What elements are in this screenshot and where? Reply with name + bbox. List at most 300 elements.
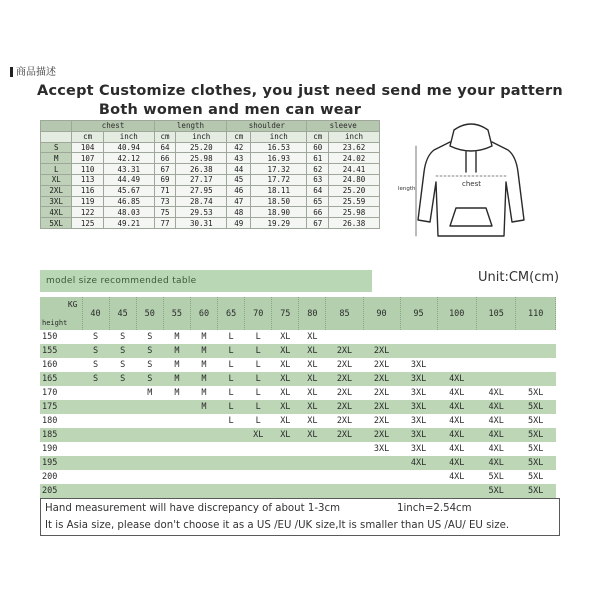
size-cell: L (218, 386, 245, 400)
size-cell (136, 470, 163, 484)
measurement-cell: 23.62 (329, 142, 380, 153)
size-cell: 3XL (400, 358, 437, 372)
grid-header-row (40, 297, 556, 330)
size-label-cell: 4XL (41, 207, 72, 218)
size-cell: 4XL (437, 400, 476, 414)
size-cell: S (82, 358, 109, 372)
size-cell: L (218, 372, 245, 386)
measurement-cell: 25.20 (329, 185, 380, 196)
measurement-cell: 17.32 (251, 164, 307, 175)
size-cell: S (82, 344, 109, 358)
size-cell: 5XL (516, 386, 556, 400)
size-chart-group-header (41, 121, 380, 132)
measurement-cell: 25.98 (329, 207, 380, 218)
group-chest: chest (72, 121, 154, 132)
size-chart-unit-row (41, 131, 380, 142)
size-cell (476, 372, 515, 386)
measurement-cell: 77 (154, 218, 176, 229)
height-weight-grid (40, 297, 556, 498)
measurement-cell: 73 (154, 196, 176, 207)
size-cell: M (190, 400, 217, 414)
size-cell: S (82, 372, 109, 386)
size-cell: M (163, 330, 190, 344)
measurement-cell: 62 (307, 164, 329, 175)
measurement-cell: 61 (307, 153, 329, 164)
size-cell: 2XL (326, 428, 363, 442)
size-cell: L (218, 330, 245, 344)
height-cell: 195 (40, 456, 82, 470)
measurement-cell: 16.53 (251, 142, 307, 153)
measurement-cell: 75 (154, 207, 176, 218)
size-cell: 2XL (363, 358, 400, 372)
size-cell (82, 456, 109, 470)
size-cell: 3XL (400, 400, 437, 414)
size-cell (476, 358, 515, 372)
size-cell (163, 470, 190, 484)
size-cell: 4XL (437, 372, 476, 386)
size-cell: M (136, 386, 163, 400)
size-cell: XL (272, 372, 299, 386)
unit-label: Unit:CM(cm) (478, 270, 560, 285)
size-cell: 4XL (437, 414, 476, 428)
size-cell: M (190, 330, 217, 344)
size-cell: 2XL (363, 400, 400, 414)
measurement-cell: 42 (227, 142, 251, 153)
height-cell: 190 (40, 442, 82, 456)
size-cell (272, 470, 299, 484)
measurement-cell: 26.38 (329, 218, 380, 229)
group-length: length (154, 121, 227, 132)
unit-header-cell: inch (251, 131, 307, 142)
size-cell (299, 470, 326, 484)
size-cell: M (190, 386, 217, 400)
size-cell (245, 442, 272, 456)
size-chart-table (40, 120, 380, 229)
height-cell: 150 (40, 330, 82, 344)
size-cell: L (245, 330, 272, 344)
size-cell: XL (272, 344, 299, 358)
size-label-cell: 5XL (41, 218, 72, 229)
weight-header-cell: 60 (190, 297, 217, 330)
size-cell (363, 456, 400, 470)
measurement-cell: 30.31 (176, 218, 227, 229)
size-cell: L (245, 358, 272, 372)
unit-header-cell: cm (154, 131, 176, 142)
size-cell (400, 330, 437, 344)
weight-header-cell: 110 (516, 297, 556, 330)
size-cell: S (136, 330, 163, 344)
size-cell: 4XL (437, 428, 476, 442)
measurement-cell: 27.17 (176, 174, 227, 185)
size-cell: 3XL (400, 442, 437, 456)
measurement-cell: 24.41 (329, 164, 380, 175)
size-cell: 4XL (476, 456, 515, 470)
size-chart-row (41, 185, 380, 196)
size-cell (82, 428, 109, 442)
size-cell (109, 414, 136, 428)
size-cell (363, 470, 400, 484)
size-label-cell: M (41, 153, 72, 164)
size-cell (163, 484, 190, 498)
measurement-cell: 64 (307, 185, 329, 196)
size-chart-row (41, 164, 380, 175)
measurement-cell: 24.80 (329, 174, 380, 185)
measurement-cell: 49 (227, 218, 251, 229)
size-cell (400, 484, 437, 498)
size-cell (163, 428, 190, 442)
height-cell: 185 (40, 428, 82, 442)
size-cell: M (163, 386, 190, 400)
size-cell: XL (272, 428, 299, 442)
size-cell: 2XL (326, 414, 363, 428)
size-cell: M (190, 344, 217, 358)
unit-row-blank (41, 131, 72, 142)
measurement-cell: 110 (72, 164, 103, 175)
size-cell (218, 428, 245, 442)
size-cell: XL (299, 386, 326, 400)
size-cell (326, 456, 363, 470)
size-cell (136, 484, 163, 498)
size-cell: 4XL (437, 386, 476, 400)
size-cell (109, 428, 136, 442)
measurement-cell: 63 (307, 174, 329, 185)
size-cell (272, 484, 299, 498)
size-cell: S (109, 372, 136, 386)
size-cell (299, 484, 326, 498)
size-cell: M (190, 358, 217, 372)
size-cell (400, 344, 437, 358)
measurement-cell: 25.59 (329, 196, 380, 207)
size-cell: 2XL (326, 372, 363, 386)
size-cell (299, 456, 326, 470)
size-cell: L (218, 400, 245, 414)
size-cell (245, 484, 272, 498)
size-cell: XL (299, 344, 326, 358)
size-cell (190, 470, 217, 484)
size-cell: 5XL (516, 470, 556, 484)
size-cell: XL (272, 330, 299, 344)
measurement-cell: 49.21 (103, 218, 154, 229)
hoodie-diagram (396, 116, 546, 246)
measurement-cell: 28.74 (176, 196, 227, 207)
size-cell: XL (299, 400, 326, 414)
size-cell: 2XL (363, 344, 400, 358)
size-cell (299, 442, 326, 456)
size-chart-row (41, 142, 380, 153)
measurement-cell: 65 (307, 196, 329, 207)
weight-header-cell: 75 (272, 297, 299, 330)
size-cell (476, 344, 515, 358)
size-cell: XL (245, 428, 272, 442)
headline-customize: Accept Customize clothes, you just need send me your pattern (37, 83, 563, 99)
size-cell: S (136, 344, 163, 358)
grid-row (40, 414, 556, 428)
measurement-cell: 42.12 (103, 153, 154, 164)
grid-row (40, 484, 556, 498)
header-tag-text: 商品描述 (16, 67, 56, 78)
size-cell: S (82, 330, 109, 344)
measurement-cell: 44.49 (103, 174, 154, 185)
grid-row (40, 428, 556, 442)
size-cell: 5XL (516, 442, 556, 456)
size-cell (437, 358, 476, 372)
size-cell: 4XL (476, 400, 515, 414)
grid-row (40, 372, 556, 386)
size-cell: 4XL (476, 442, 515, 456)
size-cell (363, 330, 400, 344)
grid-row (40, 442, 556, 456)
size-cell: S (109, 358, 136, 372)
measurement-cell: 24.02 (329, 153, 380, 164)
size-cell (109, 386, 136, 400)
measurement-cell: 47 (227, 196, 251, 207)
size-cell (437, 330, 476, 344)
height-cell: 200 (40, 470, 82, 484)
measurement-cell: 18.90 (251, 207, 307, 218)
size-cell: L (245, 372, 272, 386)
size-cell (218, 456, 245, 470)
grid-row (40, 456, 556, 470)
unit-header-cell: cm (227, 131, 251, 142)
size-cell: 2XL (363, 414, 400, 428)
size-cell: XL (299, 428, 326, 442)
size-cell: 3XL (363, 442, 400, 456)
size-cell: XL (272, 386, 299, 400)
measurement-cell: 19.29 (251, 218, 307, 229)
weight-header-cell: 105 (476, 297, 515, 330)
drawstrings (466, 152, 476, 172)
size-chart-row (41, 218, 380, 229)
size-cell (190, 456, 217, 470)
size-chart-row (41, 153, 380, 164)
notes-box (40, 498, 560, 536)
product-description-tag (10, 63, 56, 78)
size-cell (82, 400, 109, 414)
size-chart-row (41, 174, 380, 185)
size-cell: M (163, 358, 190, 372)
corner-height-label: height (42, 319, 68, 327)
size-cell (272, 456, 299, 470)
size-label-cell: S (41, 142, 72, 153)
measurement-cell: 69 (154, 174, 176, 185)
size-cell: 5XL (476, 470, 515, 484)
weight-header-cell: 90 (363, 297, 400, 330)
size-cell (326, 484, 363, 498)
measurement-cell: 66 (307, 207, 329, 218)
size-cell: M (163, 344, 190, 358)
size-cell (136, 414, 163, 428)
size-cell: S (136, 372, 163, 386)
size-cell: 2XL (326, 400, 363, 414)
size-cell: L (245, 386, 272, 400)
measurement-cell: 43.31 (103, 164, 154, 175)
height-cell: 205 (40, 484, 82, 498)
size-cell: S (109, 330, 136, 344)
size-cell (326, 470, 363, 484)
measurement-cell: 29.53 (176, 207, 227, 218)
length-label: length (398, 186, 416, 192)
measurement-cell: 40.94 (103, 142, 154, 153)
weight-header-cell: 40 (82, 297, 109, 330)
chest-label: chest (462, 180, 481, 188)
measurement-cell: 60 (307, 142, 329, 153)
size-cell (82, 470, 109, 484)
measurement-cell: 25.98 (176, 153, 227, 164)
unit-header-cell: cm (307, 131, 329, 142)
size-cell: 5XL (516, 428, 556, 442)
size-cell (218, 470, 245, 484)
size-cell: 4XL (437, 470, 476, 484)
measurement-cell: 27.95 (176, 185, 227, 196)
measurement-cell: 46 (227, 185, 251, 196)
grid-row (40, 386, 556, 400)
unit-header-cell: inch (176, 131, 227, 142)
size-cell: 4XL (476, 386, 515, 400)
size-cell: XL (299, 414, 326, 428)
note-inch-conversion: 1inch=2.54cm (397, 503, 472, 514)
measurement-cell: 122 (72, 207, 103, 218)
size-cell (109, 484, 136, 498)
measurement-cell: 45 (227, 174, 251, 185)
measurement-cell: 113 (72, 174, 103, 185)
height-cell: 165 (40, 372, 82, 386)
measurement-cell: 66 (154, 153, 176, 164)
weight-header-cell: 65 (218, 297, 245, 330)
size-cell: 4XL (437, 442, 476, 456)
size-label-cell: 3XL (41, 196, 72, 207)
weight-header-cell: 85 (326, 297, 363, 330)
size-cell (163, 414, 190, 428)
size-cell: 2XL (326, 344, 363, 358)
group-sleeve: sleeve (307, 121, 380, 132)
size-cell: L (218, 344, 245, 358)
hood-outline (450, 124, 492, 151)
weight-header-cell: 100 (437, 297, 476, 330)
size-cell: 5XL (516, 456, 556, 470)
size-cell: 4XL (400, 456, 437, 470)
size-cell: XL (299, 330, 326, 344)
kangaroo-pocket (450, 208, 492, 226)
height-cell: 155 (40, 344, 82, 358)
measurement-cell: 125 (72, 218, 103, 229)
size-cell: S (136, 358, 163, 372)
size-cell (218, 484, 245, 498)
measurement-cell: 46.85 (103, 196, 154, 207)
grid-row (40, 344, 556, 358)
size-cell: 5XL (516, 400, 556, 414)
size-label-cell: XL (41, 174, 72, 185)
size-cell (109, 456, 136, 470)
size-cell: L (245, 414, 272, 428)
measurement-cell: 44 (227, 164, 251, 175)
size-cell (437, 344, 476, 358)
size-cell (190, 442, 217, 456)
size-cell (136, 428, 163, 442)
measurement-cell: 17.72 (251, 174, 307, 185)
size-cell (516, 372, 556, 386)
group-shoulder: shoulder (227, 121, 307, 132)
measurement-cell: 18.50 (251, 196, 307, 207)
size-label-cell: 2XL (41, 185, 72, 196)
size-cell (516, 344, 556, 358)
size-cell: XL (272, 414, 299, 428)
size-cell (190, 484, 217, 498)
size-cell (109, 442, 136, 456)
size-label-cell: L (41, 164, 72, 175)
size-cell: 2XL (326, 386, 363, 400)
body-outline (418, 142, 524, 236)
size-cell: 2XL (326, 358, 363, 372)
size-cell: M (190, 372, 217, 386)
measurement-cell: 48 (227, 207, 251, 218)
size-cell (82, 442, 109, 456)
unit-header-cell: cm (72, 131, 103, 142)
size-cell (190, 428, 217, 442)
height-cell: 175 (40, 400, 82, 414)
note-asia-size: It is Asia size, please don't choose it as a US /EU /UK size,It is smaller than US /AU/ EU size. (45, 520, 510, 531)
size-cell (218, 442, 245, 456)
measurement-cell: 16.93 (251, 153, 307, 164)
size-col-header (41, 121, 72, 132)
size-cell: 3XL (400, 428, 437, 442)
grid-row (40, 400, 556, 414)
size-cell (163, 442, 190, 456)
measurement-cell: 18.11 (251, 185, 307, 196)
size-cell: 5XL (516, 484, 556, 498)
measurement-cell: 45.67 (103, 185, 154, 196)
size-cell (136, 456, 163, 470)
weight-header-cell: 80 (299, 297, 326, 330)
grid-row (40, 358, 556, 372)
measurement-cell: 26.38 (176, 164, 227, 175)
size-cell (163, 400, 190, 414)
measurement-cell: 48.03 (103, 207, 154, 218)
size-cell: 3XL (400, 372, 437, 386)
size-cell (516, 330, 556, 344)
size-cell (190, 414, 217, 428)
size-cell: 2XL (363, 372, 400, 386)
size-cell: XL (272, 400, 299, 414)
measurement-cell: 107 (72, 153, 103, 164)
size-cell: 4XL (437, 456, 476, 470)
size-cell: 5XL (516, 414, 556, 428)
size-cell (437, 484, 476, 498)
size-cell: XL (272, 358, 299, 372)
size-cell (516, 358, 556, 372)
weight-header-cell: 95 (400, 297, 437, 330)
size-chart-row (41, 196, 380, 207)
size-cell (163, 456, 190, 470)
size-cell: 3XL (400, 386, 437, 400)
size-cell (326, 442, 363, 456)
measurement-cell: 119 (72, 196, 103, 207)
size-cell: 5XL (476, 484, 515, 498)
height-cell: 170 (40, 386, 82, 400)
size-cell (82, 414, 109, 428)
measurement-cell: 67 (307, 218, 329, 229)
height-cell: 180 (40, 414, 82, 428)
weight-header-cell: 55 (163, 297, 190, 330)
weight-header-cell: 45 (109, 297, 136, 330)
size-cell (109, 400, 136, 414)
grid-row (40, 330, 556, 344)
height-cell: 160 (40, 358, 82, 372)
grid-row (40, 470, 556, 484)
measurement-cell: 43 (227, 153, 251, 164)
size-cell (109, 470, 136, 484)
size-cell (476, 330, 515, 344)
size-cell: 4XL (476, 428, 515, 442)
